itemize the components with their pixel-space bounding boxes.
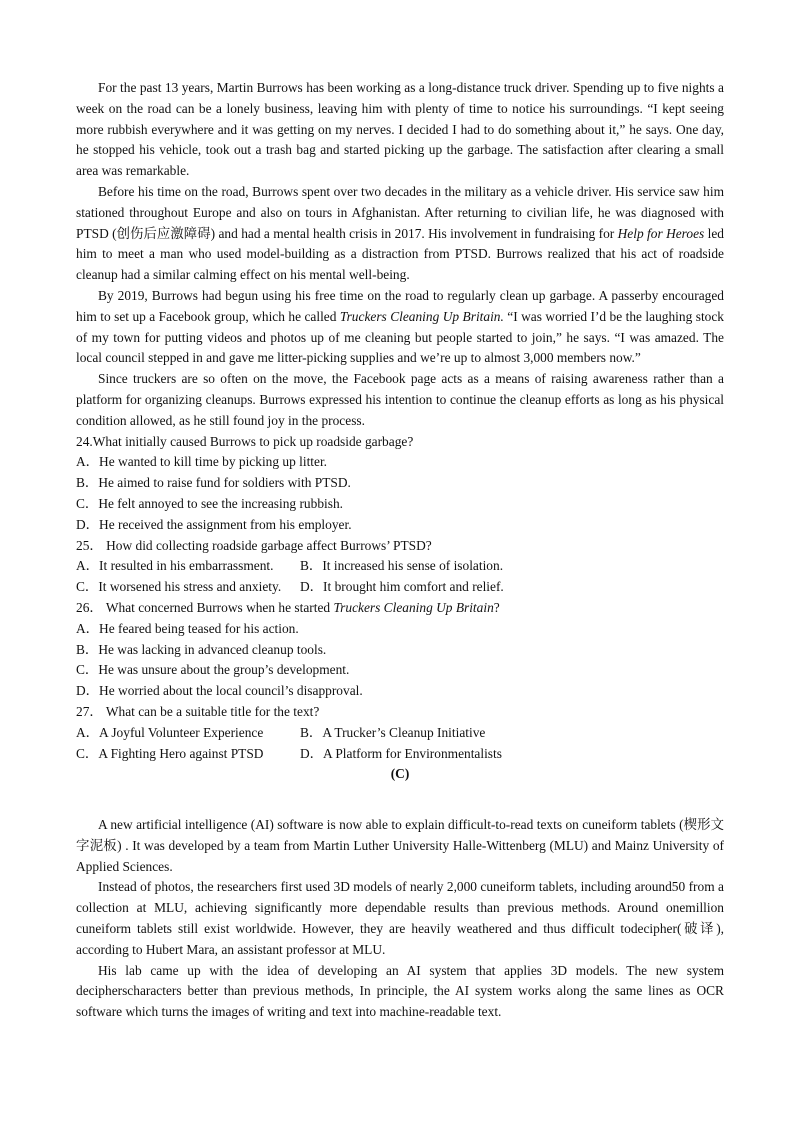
passage-paragraph-3 (76, 286, 724, 369)
q27-option-b: B．A Trucker’s Cleanup Initiative (300, 724, 486, 740)
q26-option-c: C．He was unsure about the group’s development. (76, 662, 350, 678)
section-heading: (C) (390, 766, 410, 782)
section-c-paragraph-2: Instead of photos, the researchers first used 3D models of nearly 2,000 cuneiform tablets, including around50 from a collection at MLU, achieving significantly more dependable results than previous methods. Around onemillion cuneiform tablets still exist worldwide. However, they are heavily weathered and thus difficult todecipher(破译), according to Hubert Mara, an assistant professor at MLU. (76, 879, 724, 957)
organization-name: Help for Heroes (617, 225, 705, 241)
question-25: 25． How did collecting roadside garbage affect Burrows’ PTSD? (76, 537, 432, 553)
q27-option-a: A．A Joyful Volunteer Experience (76, 724, 264, 740)
question-text: 26． What concerned Burrows when he started (76, 599, 334, 615)
q25-option-b: B．It increased his sense of isolation. (300, 558, 504, 574)
paragraph-text: By 2019, Burrows had begun using his free time on the road to regularly clean up garbage. A passerby encouraged him to set up a Facebook group, which he called (76, 287, 724, 324)
q25-option-d: D．It brought him comfort and relief. (300, 579, 504, 595)
exam-page (76, 78, 724, 1023)
q25-option-a: A．It resulted in his embarrassment. (76, 558, 274, 574)
q24-option-a: A．He wanted to kill time by picking up litter. (76, 454, 328, 470)
section-c-paragraph-1: A new artificial intelligence (AI) software is now able to explain difficult-to-read texts on cuneiform tablets (楔形文字泥板) . It was developed by a team from Martin Luther University Halle-Wittenberg (MLU) and Mainz University of Applied Sciences. (76, 817, 724, 874)
q24-option-d: D．He received the assignment from his employer. (76, 516, 352, 532)
question-27: 27． What can be a suitable title for the text? (76, 703, 320, 719)
group-name: Truckers Cleaning Up Britain. (339, 308, 504, 324)
q26-option-d: D．He worried about the local council’s disapproval. (76, 683, 363, 699)
q25-option-c: C．It worsened his stress and anxiety. (76, 579, 282, 595)
paragraph-text: led him to meet a man who used model-building as a distraction from PTSD. Burrows realized that his act of roadside cleanup had a similar calming effect on his mental well-being. (76, 225, 724, 283)
section-c-paragraph-3: His lab came up with the idea of developing an AI system that applies 3D models. The new system decipherscharacters better than previous methods, In principle, the AI system works along the same lines as OCR software which turns the images of writing and text into machine-readable text. (76, 962, 724, 1020)
question-24: 24.What initially caused Burrows to pick up roadside garbage? (76, 433, 414, 449)
q26-option-b: B．He was lacking in advanced cleanup tools. (76, 641, 327, 657)
q25-options-row-2 (76, 577, 724, 598)
passage-paragraph-1: For the past 13 years, Martin Burrows has been working as a long-distance truck driver. Spending up to five nights a week on the road can be a lonely business, leaving him with plenty of time to notice his surroundings. “I kept seeing more rubbish everywhere and it was getting on my nerves. I decided I had to do something about it,” he says. One day, he stopped his vehicle, took out a trash bag and started picking up the garbage. The satisfaction after clearing a small area was remarkable. (76, 80, 724, 179)
group-name: Truckers Cleaning Up Britain (333, 599, 494, 615)
q26-option-a: A．He feared being teased for his action. (76, 620, 299, 636)
passage-paragraph-4: Since truckers are so often on the move, the Facebook page acts as a means of raising awareness rather than a platform for organizing cleanups. Burrows expressed his intention to continue the cleanup efforts as long as his physical condition allowed, as he still found joy in the process. (76, 371, 724, 428)
paragraph-text: Before his time on the road, Burrows spent over two decades in the military as a vehicle driver. His service saw him stationed throughout Europe and also on tours in Afghanistan. After returning to civilian life, he was diagnosed with PTSD (创伤后应激障碍) and had a mental health crisis in 2017. His involvement in fundraising for (76, 183, 724, 241)
q24-option-b: B．He aimed to raise fund for soldiers with PTSD. (76, 475, 351, 491)
question-26 (76, 598, 724, 619)
q27-options-row-1 (76, 723, 724, 744)
q27-option-c: C．A Fighting Hero against PTSD (76, 745, 264, 761)
q25-options-row-1 (76, 556, 724, 577)
q27-options-row-2 (76, 744, 724, 765)
passage-paragraph-2 (76, 182, 724, 286)
paragraph-text: “I was worried I’d be the laughing stock of my town for putting videos and photos up of me cleaning but people started to join,” he says. “I was amazed. The local council stepped in and gave me litter-picking supplies and we’re up to almost 3,000 members now.” (76, 308, 725, 366)
question-mark: ? (493, 599, 500, 615)
q24-option-c: C．He felt annoyed to see the increasing rubbish. (76, 495, 343, 511)
q27-option-d: D．A Platform for Environmentalists (300, 745, 502, 761)
